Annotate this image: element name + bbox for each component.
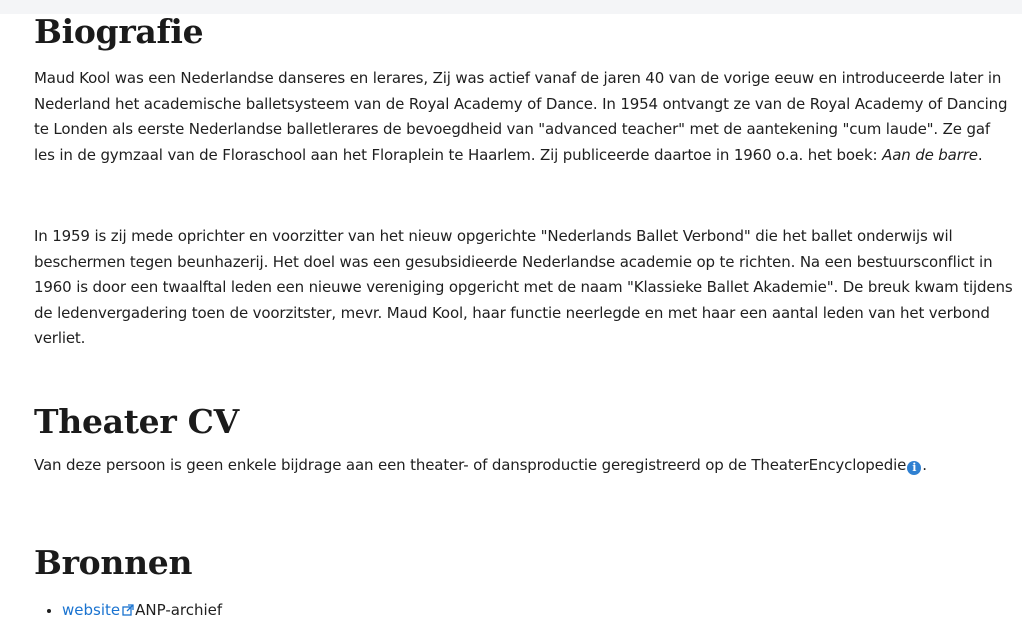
sources-list (34, 599, 222, 621)
theater-cv-text: Van deze persoon is geen enkele bijdrage aan een theater- of dansproductie geregistreerd op de TheaterEncyclopedie (34, 456, 907, 474)
biografie-p1-end: . (977, 145, 983, 164)
external-link-icon[interactable] (122, 600, 134, 612)
heading-theater-cv: Theater CV (34, 402, 239, 441)
biografie-paragraph-1 (34, 66, 1014, 168)
website-link[interactable]: website (62, 601, 121, 619)
heading-biografie: Biografie (34, 12, 204, 51)
theater-cv-paragraph (34, 453, 1014, 479)
book-title: Aan de barre (882, 145, 978, 164)
list-item (34, 599, 222, 621)
source-text: ANP-archief (135, 601, 223, 619)
biografie-paragraph-2: In 1959 is zij mede oprichter en voorzitter van het nieuw opgerichte "Nederlands Ballet Verbond" die het ballet onderwijs wil beschermen tegen beunhazerij. Het doel was een gesubsidieerde Nederlandse academie op te richten. Na een bestuursconflict in 1960 is door een twaalftal leden een nieuwe vereniging opgericht met de naam "Klassieke Ballet Akademie". De breuk kwam tijdens de ledenvergadering toen de voorzitster, mevr. Maud Kool, haar functie neerlegde en met haar een aantal leden van het verbond verliet. (34, 227, 1013, 347)
theater-cv-end: . (922, 456, 927, 474)
info-icon[interactable]: i (907, 461, 921, 475)
biografie-p1-text: Maud Kool was een Nederlandse danseres en lerares, Zij was actief vanaf de jaren 40 van de vorige eeuw en introduceerde later in Nederland het academische balletsysteem van de Royal Academy of Dance. In 1954 ontvangt ze van de Royal Academy of Dancing te Londen als eerste Nederlandse balletlerares de bevoegdheid van "advanced teacher" met de aantekening "cum laude". Ze gaf les in de gymzaal van de Floraschool aan het Floraplein te Haarlem. Zij publiceerde daartoe in 1960 o.a. het boek: (34, 69, 1008, 164)
bullet (47, 609, 51, 613)
heading-bronnen: Bronnen (34, 543, 193, 582)
